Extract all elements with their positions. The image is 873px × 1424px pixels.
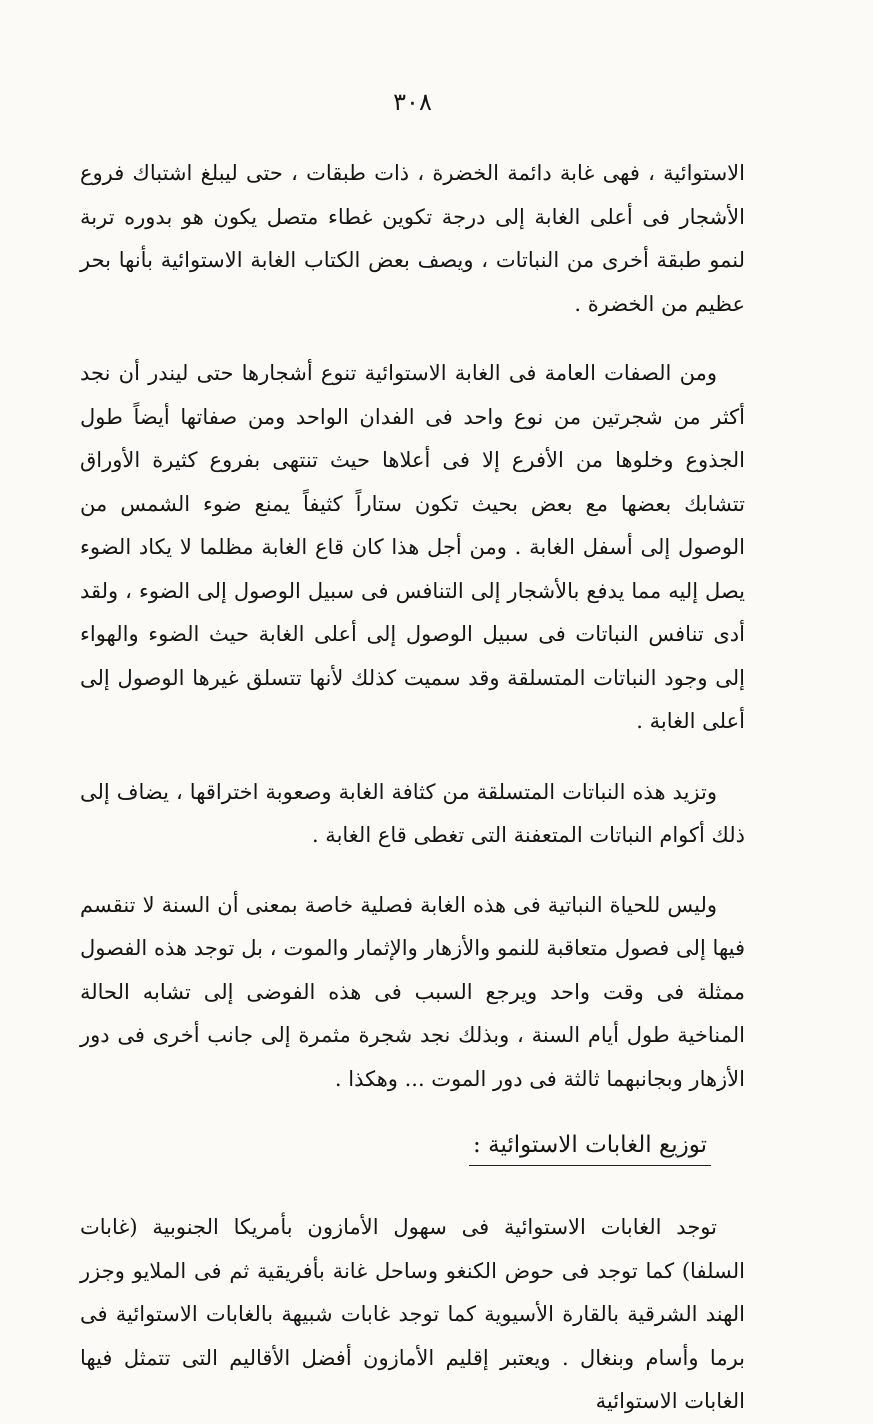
section-heading-wrap: [80, 1127, 745, 1166]
paragraph-seasonality: وليس للحياة النباتية فى هذه الغابة فصلية خاصة بمعنى أن السنة لا تنقسم فيها إلى فصول متعاقبة للنمو والأزهار والإثمار والموت ، بل توجد هذه الفصول ممثلة فى وقت واحد ويرجع السبب فى هذه الفوضى إلى تشابه الحالة المناخية طول أيام السنة ، وبذلك نجد شجرة مثمرة إلى جانب أخرى فى دور الأزهار وبجانبهما ثالثة فى دور الموت ... وهكذا .: [80, 892, 745, 1091]
page-number: ٣٠٨: [393, 88, 432, 116]
paragraph-climbing-plants: وتزيد هذه النباتات المتسلقة من كثافة الغابة وصعوبة اختراقها ، يضاف إلى ذلك أكوام النباتات المتعفنة التى تغطى قاع الغابة .: [80, 779, 745, 847]
book-page: [80, 90, 745, 1424]
section-heading: توزيع الغابات الاستوائية :: [469, 1127, 711, 1166]
paragraph-general-traits: ومن الصفات العامة فى الغابة الاستوائية تنوع أشجارها حتى ليندر أن نجد أكثر من شجرتين من نوع واحد فى الفدان الواحد ومن صفاتها أيضاً طول الجذوع وخلوها من الأفرع إلا فى أعلاها حيث تنتهى بفروع كثيرة الأوراق تتشابك بعضها مع بعض بحيث تكون ستاراً كثيفاً يمنع ضوء الشمس من الوصول إلى أسفل الغابة . ومن أجل هذا كان قاع الغابة مظلما لا يكاد الضوء يصل إليه مما يدفع بالأشجار إلى التنافس فى سبيل الوصول إلى الضوء ، ولقد أدى تنافس النباتات فى سبيل الوصول إلى أعلى الغابة حيث الضوء والهواء إلى وجود النباتات المتسلقة وقد سميت كذلك لأنها تتسلق غيرها الوصول إلى أعلى الغابة .: [80, 361, 745, 733]
paragraph-distribution: توجد الغابات الاستوائية فى سهول الأمازون بأمريكا الجنوبية (غابات السلفا) كما توجد فى حوض الكنغو وساحل غانة بأفريقية ثم فى الملايو وجزر الهند الشرقية بالقارة الأسيوية كما توجد غابات شبيهة بالغابات الاستوائية فى برما وأسام وبنغال . ويعتبر إقليم الأمازون أفضل الأقاليم التى تتمثل فيها الغابات الاستوائية: [80, 1215, 745, 1413]
paragraph-continuation: الاستوائية ، فهى غابة دائمة الخضرة ، ذات طبقات ، حتى ليبلغ اشتباك فروع الأشجار فى أعلى الغابة إلى درجة تكوين غطاء متصل يكون هو بدوره تربة لنمو طبقة أخرى من النباتات ، ويصف بعض الكتاب الغابة الاستوائية بأنها بحر عظيم من الخضرة .: [80, 161, 745, 316]
